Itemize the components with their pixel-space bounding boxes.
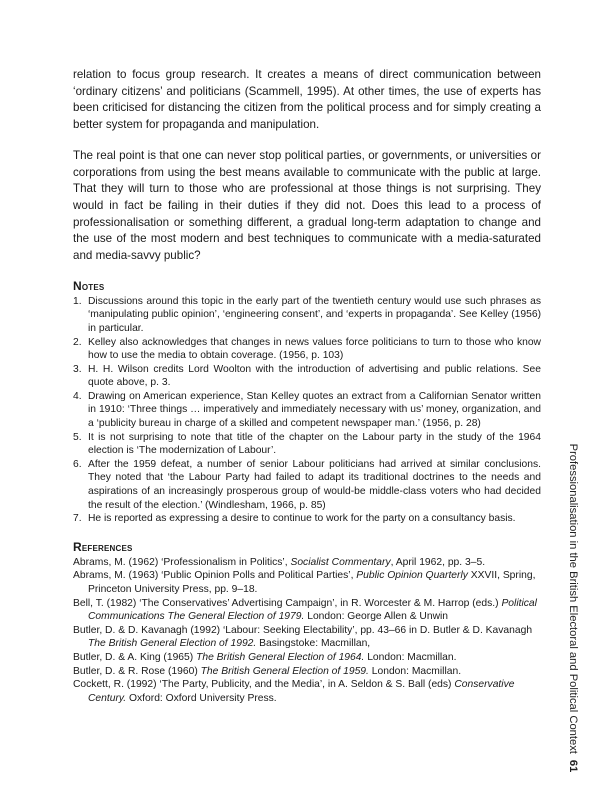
note-number: 4. <box>73 390 82 402</box>
note-text: After the 1959 defeat, a number of senior Labour politicians had arrived at similar conclusions. They noted that ‘the Labour Party had failed to adapt its traditional doctrines to the needs and aspirations of an increasingly prosperous group of would-be middle-class voters who had decided the result of the election.’ (Windlesham, 1966, p. 85) <box>88 458 541 511</box>
note-number: 3. <box>73 363 82 375</box>
note-text: Kelley also acknowledges that changes in news values force politicians to turn to those who know how to use the media to obtain coverage. (1956, p. 103) <box>88 336 541 362</box>
reference-entry: Butler, D. & A. King (1965) The British General Election of 1964. London: Macmillan. <box>73 651 457 663</box>
page-number: 61 <box>567 759 579 773</box>
note-item <box>73 458 541 512</box>
note-text: It is not surprising to note that title of the chapter on the Labour party in the study of the 1964 election is ‘The modernization of Labour’. <box>88 431 541 457</box>
reference-entry: Abrams, M. (1962) ‘Professionalism in Politics’, Socialist Commentary, April 1962, pp. 3–5. <box>73 556 486 568</box>
notes-heading: Notes <box>73 278 105 293</box>
running-head-title: Professionalisation in the British Electoral and Political Context <box>567 443 579 754</box>
running-head <box>566 440 580 776</box>
reference-entry: Bell, T. (1982) ‘The Conservatives’ Advertising Campaign’, in R. Worcester & M. Harrop (eds.) Political Communications The General Election of 1979. London: George Allen & Unwin <box>73 597 537 623</box>
note-item <box>73 295 541 336</box>
references-list <box>73 556 541 706</box>
reference-entry: Butler, D. & D. Kavanagh (1992) ‘Labour: Seeking Electability’, pp. 43–66 in D. Butler & D. Kavanagh The British General Election of 1992. Basingstoke: Macmillan, <box>73 624 533 650</box>
note-text: Drawing on American experience, Stan Kelley quotes an extract from a Californian Senator written in 1910: ‘Three things … imperatively and immediately necessary with us’ money, organization, and a ‘publicity bureau in charge of a skilled and competent newspaper man.’ (1956, p. 28) <box>88 390 541 430</box>
notes-list <box>73 295 541 526</box>
body-paragraph-2: The real point is that one can never stop political parties, or governments, or universities or corporations from using the best means available to communicate with the public at large. That they will turn to those who are professional at those things is not surprising. They would in fact be failing in their duties if they did not. Does this lead to a process of professionalisation or something different, a gradual long-term adaptation to change and the use of the most modern and best techniques to communicate with a media-saturated and media-savvy public? <box>73 148 541 263</box>
note-text: H. H. Wilson credits Lord Woolton with the introduction of advertising and public relations. See quote above, p. 3. <box>88 363 541 389</box>
references-heading: References <box>73 539 133 554</box>
note-item <box>73 363 541 390</box>
reference-entry: Abrams, M. (1963) ‘Public Opinion Polls and Political Parties’, Public Opinion Quarterly XXVII, Spring, Princeton University Press, pp. 9–18. <box>73 570 536 596</box>
note-number: 1. <box>73 295 82 307</box>
body-paragraph-1: relation to focus group research. It creates a means of direct communication between ‘ordinary citizens’ and politicians (Scammell, 1995). At other times, the use of experts has been criticised for distancing the citizen from the political process and for simply creating a better system for propaganda and manipulation. <box>73 68 541 132</box>
page-content <box>73 67 541 705</box>
note-number: 2. <box>73 336 82 348</box>
note-item <box>73 431 541 458</box>
note-item <box>73 336 541 363</box>
reference-entry: Butler, D. & R. Rose (1960) The British General Election of 1959. London: Macmillan. <box>73 665 462 677</box>
note-number: 7. <box>73 513 82 525</box>
note-text: He is reported as expressing a desire to continue to work for the party on a consultancy basis. <box>88 513 516 525</box>
note-text: Discussions around this topic in the early part of the twentieth century would use such phrases as ‘manipulating public opinion’, ‘engineering consent’, and ‘experts in propaganda’. See Kelley (1956) in particular. <box>88 295 541 334</box>
note-number: 5. <box>73 431 82 443</box>
note-number: 6. <box>73 458 82 470</box>
note-item <box>73 390 541 431</box>
reference-entry: Cockett, R. (1992) ‘The Party, Publicity, and the Media’, in A. Seldon & S. Ball (eds) Conservative Century. Oxford: Oxford University Press. <box>73 679 515 704</box>
note-item <box>73 512 541 526</box>
